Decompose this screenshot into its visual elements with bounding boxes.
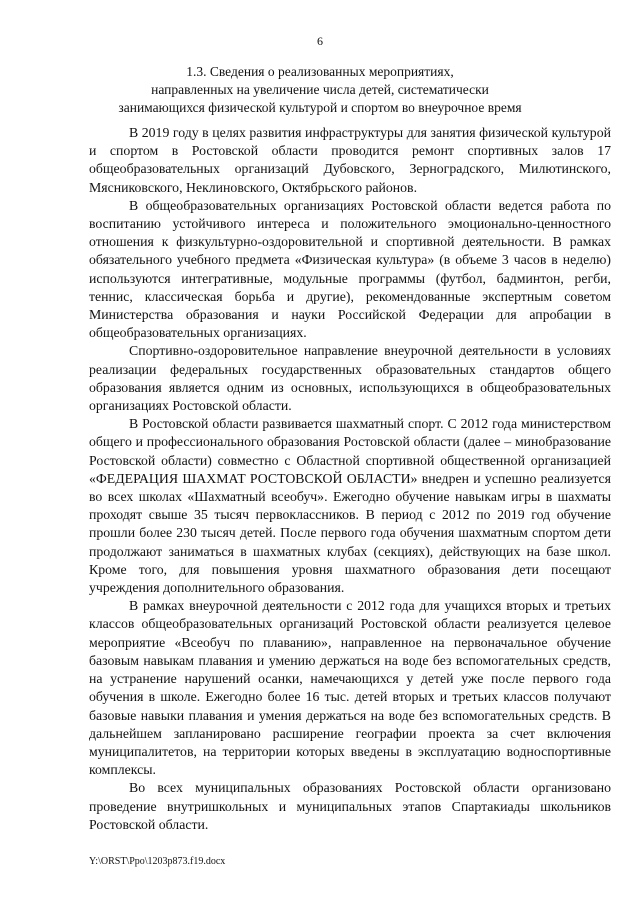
paragraph-physical-education: В общеобразовательных организациях Ростовской области ведется работа по воспитанию устойчивого интереса и положительного эмоционально-ценностного отношения к физкультурно-оздоровительной и спортивной деятельности. В рамках обязательного учебного предмета «Физическая культура» (в объеме 3 часов в неделю) используются интегративные, модульные программы (футбол, бадминтон, регби, теннис, классическая борьба и другие), рекомендованные экспертным советом Министерства образования и науки Российской Федерации для апробации в общеобразовательных организациях. [89, 197, 611, 341]
body-text [89, 124, 611, 834]
section-heading [60, 63, 580, 117]
paragraph-swimming: В рамках внеурочной деятельности с 2012 года для учащихся вторых и третьих классов общеобразовательных организаций Ростовской области реализуется целевое мероприятие «Всеобуч по плаванию», направленное на первоначальное обучение базовым навыкам плавания и умению держаться на воде без вспомогательных средств, на устранение нарушений осанки, намечающихся у детей уже после первого года обучения в школе. Ежегодно более 16 тыс. детей вторых и третьих классов получают базовые навыки плавания и умения держаться на воде без вспомогательных средств. В дальнейшем запланировано расширение географии проекта за счет включения муниципалитетов, на территории которых введены в эксплуатацию водноспортивные комплексы. [89, 598, 611, 778]
heading-line-1: 1.3. Сведения о реализованных мероприятиях, [186, 64, 454, 79]
file-path-footer: Y:\ORST\Ppo\1203p873.f19.docx [89, 856, 226, 867]
paragraph-spartakiad: Во всех муниципальных образованиях Ростовской области организовано проведение внутришкольных и муниципальных этапов Спартакиады школьников Ростовской области. [89, 780, 611, 832]
heading-line-2: направленных на увеличение числа детей, систематически [151, 82, 489, 97]
heading-line-3: занимающихся физической культурой и спортом во внеурочное время [118, 100, 522, 115]
paragraph-infrastructure: В 2019 году в целях развития инфраструктуры для занятия физической культурой и спортом в Ростовской области проводится ремонт спортивных залов 17 общеобразовательных организаций Дубовского, Зерноградского, Милютинского, Мясниковского, Неклиновского, Октябрьского районов. [89, 125, 611, 195]
paragraph-extracurricular: Спортивно-оздоровительное направление внеурочной деятельности в условиях реализации федеральных государственных образовательных стандартов общего образования является одним из основных, использующихся в общеобразовательных организациях Ростовской области. [89, 343, 611, 414]
page-number: 6 [317, 34, 323, 48]
paragraph-chess: В Ростовской области развивается шахматный спорт. С 2012 года министерством общего и профессионального образования Ростовской области (далее – минобразование Ростовской области) совместно с Областной спортивной общественной организацией «ФЕДЕРАЦИЯ ШАХМАТ РОСТОВСКОЙ ОБЛАСТИ» внедрен и успешно реализуется во всех школах «Шахматный всеобуч». Ежегодно обучение навыкам игры в шахматы проходят свыше 35 тысяч первоклассников. В период с 2012 по 2019 год обучение прошли более 230 тысяч детей. После первого года обучения шахматным спортом дети продолжают заниматься в шахматных клубах (секциях), действующих на базе школ. Кроме того, для повышения уровня шахматного образования дети посещают учреждения дополнительного образования. [89, 416, 611, 596]
